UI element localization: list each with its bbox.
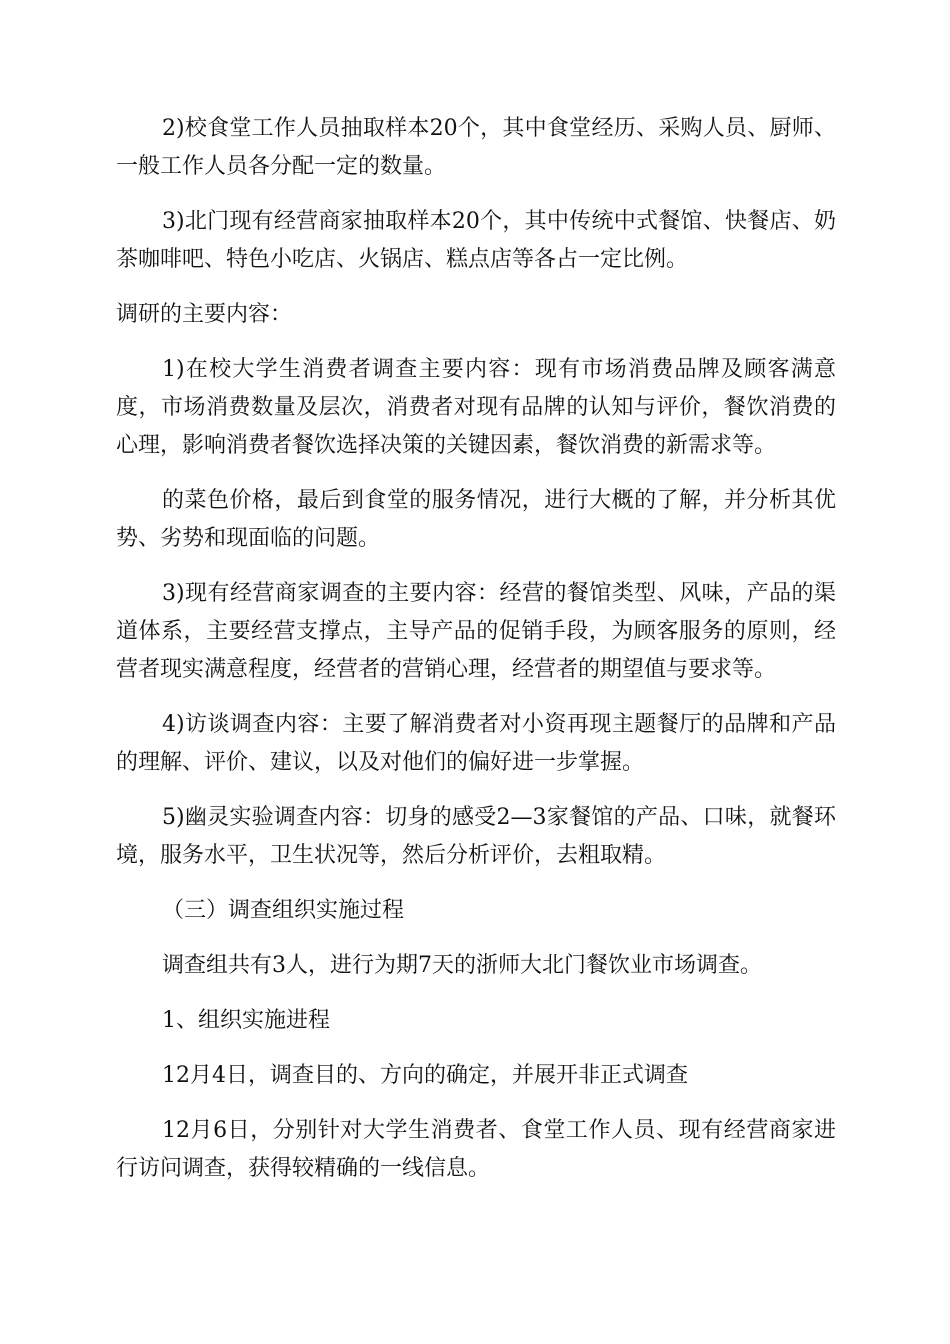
paragraph-canteen-price-service: 的菜色价格，最后到食堂的服务情况，进行大概的了解，并分析其优势、劣势和现面临的问题。 — [116, 488, 836, 551]
paragraph-survey-team: 调查组共有3人，进行为期7天的浙师大北门餐饮业市场调查。 — [162, 953, 762, 978]
paragraph-canteen-staff-sample: 2)校食堂工作人员抽取样本20个，其中食堂经历、采购人员、厨师、一般工作人员各分配一定的数量。 — [116, 116, 836, 179]
document-body — [116, 110, 836, 1205]
paragraph-merchant-survey: 3)现有经营商家调查的主要内容：经营的餐馆类型、风味，产品的渠道体系，主要经营支撑点，主导产品的促销手段，为顾客服务的原则，经营者现实满意程度，经营者的营销心理，经营者的期望值与要求等。 — [116, 581, 836, 682]
paragraph-dec-4: 12月4日，调查目的、方向的确定，并展开非正式调查 — [162, 1063, 688, 1088]
paragraph-interview-survey: 4)访谈调查内容：主要了解消费者对小资再现主题餐厅的品牌和产品的理解、评价、建议，以及对他们的偏好进一步掌握。 — [116, 712, 836, 775]
paragraph-ghost-experiment: 5)幽灵实验调查内容：切身的感受2—3家餐馆的产品、口味，就餐环境，服务水平，卫生状况等，然后分析评价，去粗取精。 — [116, 805, 836, 868]
paragraph-dec-6: 12月6日，分别针对大学生消费者、食堂工作人员、现有经营商家进行访问调查，获得较精确的一线信息。 — [116, 1118, 836, 1181]
subheading-implementation-schedule: 1、组织实施进程 — [162, 1008, 330, 1033]
paragraph-north-gate-merchants-sample: 3)北门现有经营商家抽取样本20个，其中传统中式餐馆、快餐店、奶茶咖啡吧、特色小吃店、火锅店、糕点店等各占一定比例。 — [116, 209, 836, 272]
paragraph-student-consumer-survey: 1)在校大学生消费者调查主要内容：现有市场消费品牌及顾客满意度，市场消费数量及层次，消费者对现有品牌的认知与评价，餐饮消费的心理，影响消费者餐饮选择决策的关键因素，餐饮消费的新需求等。 — [116, 357, 836, 458]
paragraph-main-content-heading: 调研的主要内容： — [116, 302, 293, 327]
section-heading-organization-process: （三）调查组织实施过程 — [162, 898, 405, 923]
